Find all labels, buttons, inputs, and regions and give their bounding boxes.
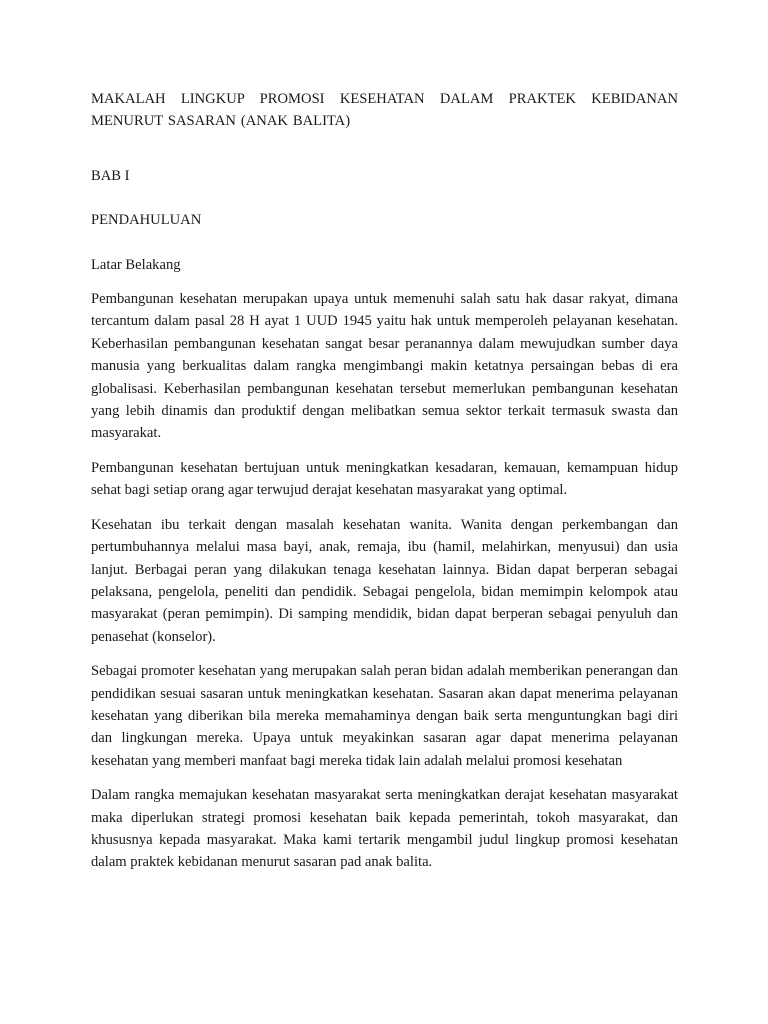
document-title: MAKALAH LINGKUP PROMOSI KESEHATAN DALAM PRAKTEK KEBIDANAN MENURUT SASARAN (ANAK BALITA) (91, 91, 678, 130)
document-body (91, 88, 678, 886)
body-paragraph: Sebagai promoter kesehatan yang merupakan salah peran bidan adalah memberikan penerangan dan pendidikan sesuai sasaran untuk meningkatkan kesehatan. Sasaran akan dapat menerima pelayanan kesehatan yang diberikan bila mereka memahaminya dengan baik serta menguntungkan bagi diri dan lingkungan mereka. Upaya untuk meyakinkan sasaran agar dapat menerima pelayanan kesehatan yang memberi manfaat bagi mereka tidak lain adalah melalui promosi kesehatan (91, 663, 678, 769)
section-heading: Latar Belakang (91, 256, 181, 273)
body-paragraph: Pembangunan kesehatan merupakan upaya untuk memenuhi salah satu hak dasar rakyat, dimana tercantum dalam pasal 28 H ayat 1 UUD 1945 yaitu hak untuk memperoleh pelayanan kesehatan. Keberhasilan pembangunan kesehatan sangat besar peranannya dalam mewujudkan sumber daya manusia yang berkualitas dalam rangka mengimbangi makin ketatnya persaingan bebas di era globalisasi. Keberhasilan pembangunan kesehatan tersebut memerlukan pembangunan kesehatan yang lebih dinamis dan produktif dengan melibatkan semua sektor terkait termasuk swasta dan masyarakat. (91, 291, 678, 442)
body-paragraph: Kesehatan ibu terkait dengan masalah kesehatan wanita. Wanita dengan perkembangan dan pertumbuhannya melalui masa bayi, anak, remaja, ibu (hamil, melahirkan, menyusui) dan usia lanjut. Berbagai peran yang dilakukan tenaga kesehatan lainnya. Bidan dapat berperan sebagai pelaksana, pengelola, peneliti dan pendidik. Sebagai pengelola, bidan memimpin kelompok atau masyarakat (peran pemimpin). Di samping mendidik, bidan dapat berperan sebagai penyuluh dan penasehat (konselor). (91, 516, 678, 645)
chapter-number: BAB I (91, 167, 130, 184)
body-paragraph: Pembangunan kesehatan bertujuan untuk meningkatkan kesadaran, kemauan, kemampuan hidup sehat bagi setiap orang agar terwujud derajat kesehatan masyarakat yang optimal. (91, 459, 678, 499)
body-paragraph: Dalam rangka memajukan kesehatan masyarakat serta meningkatkan derajat kesehatan masyarakat maka diperlukan strategi promosi kesehatan baik kepada pemerintah, tokoh masyarakat, dan khususnya kepada masyarakat. Maka kami tertarik mengambil judul lingkup promosi kesehatan dalam praktek kebidanan menurut sasaran pad anak balita. (91, 787, 678, 871)
chapter-title: PENDAHULUAN (91, 212, 202, 229)
